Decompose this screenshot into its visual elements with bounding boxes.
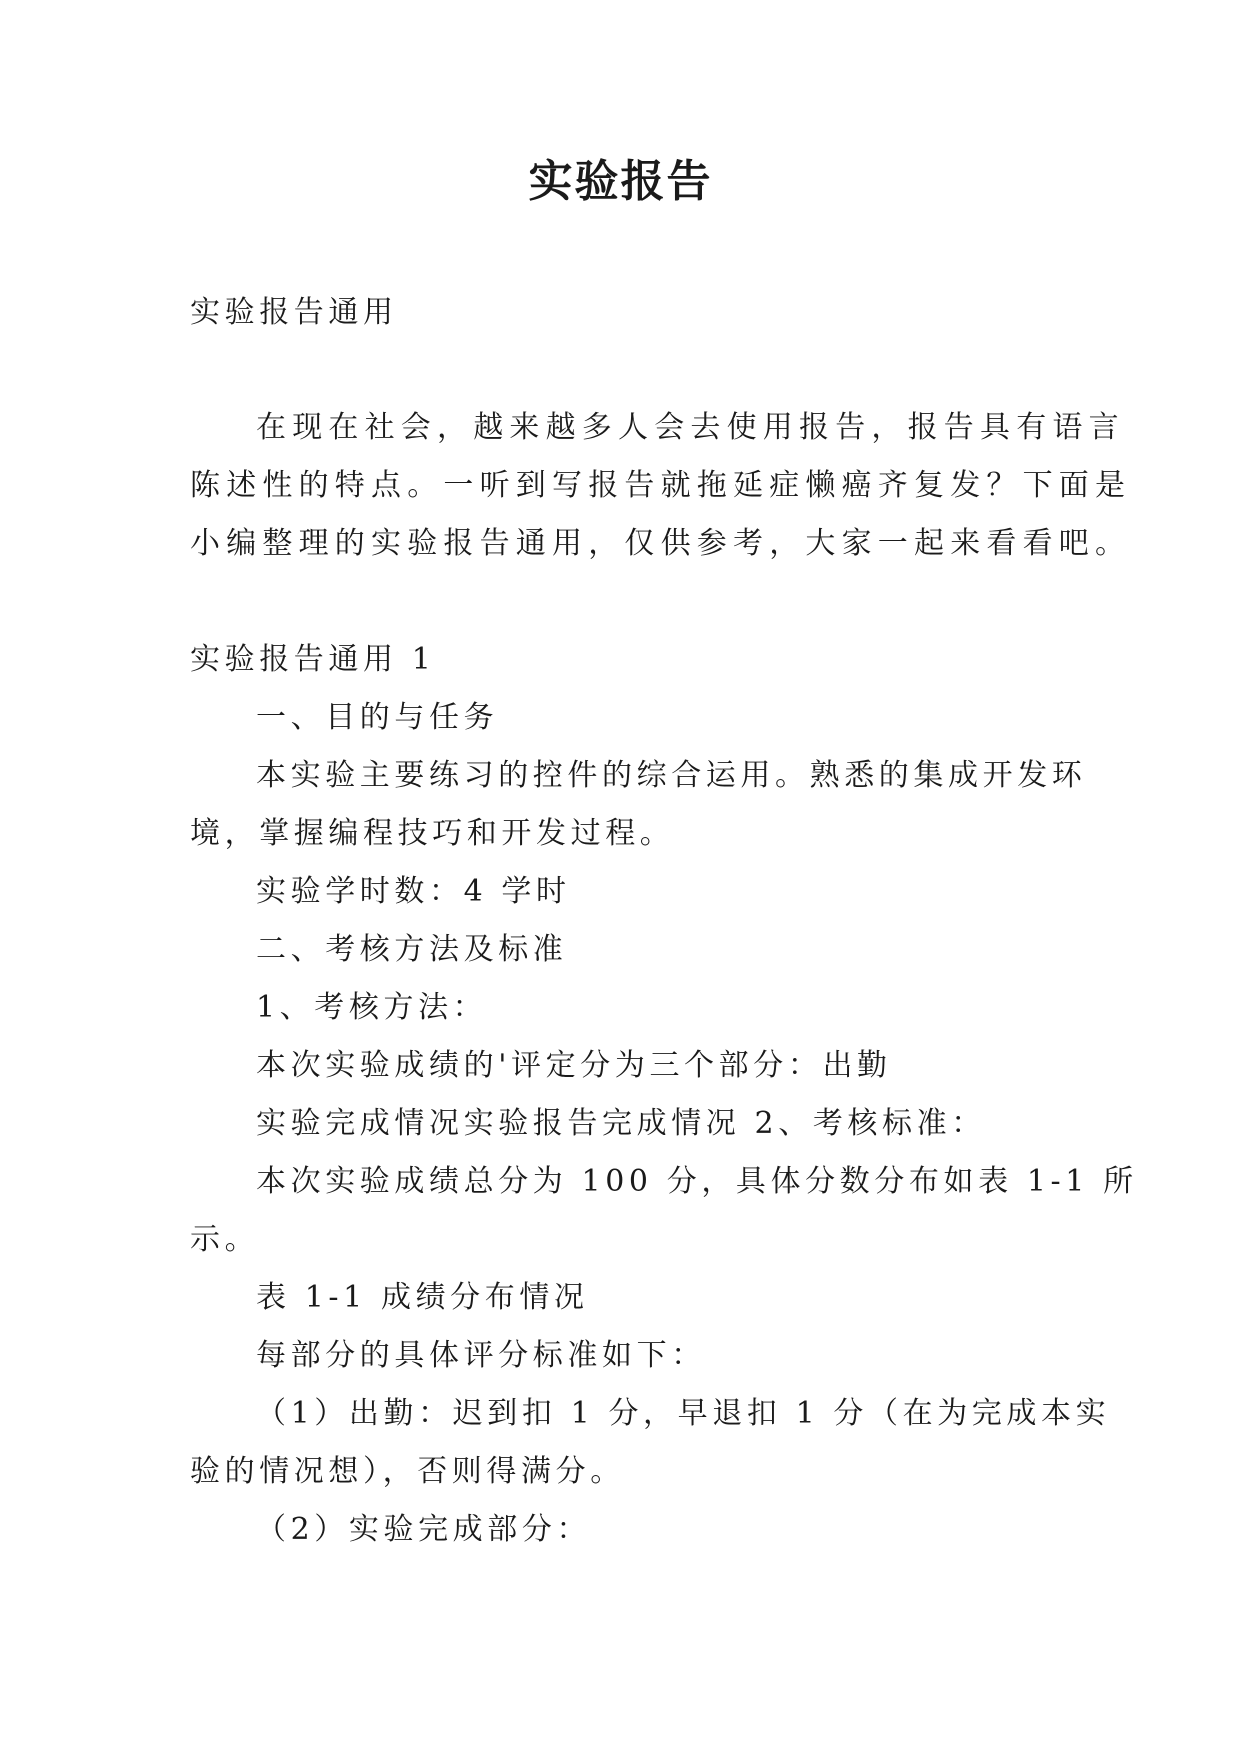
body-line: （2）实验完成部分： (256, 1512, 592, 1547)
body-line: 表 1-1 成绩分布情况 (256, 1280, 589, 1315)
body-line: 实验学时数：4 学时 (256, 874, 571, 909)
body-line: 一、目的与任务 (256, 700, 499, 735)
document-title: 实验报告 (528, 156, 713, 207)
section-heading: 实验报告通用 1 (190, 642, 436, 677)
body-line: 示。 (190, 1222, 260, 1257)
body-line: （1）出勤：迟到扣 1 分，早退扣 1 分（在为完成本实 (256, 1396, 1111, 1431)
body-line: 本实验主要练习的控件的综合运用。熟悉的集成开发环 (256, 758, 1087, 793)
body-line: 实验完成情况实验报告完成情况 2、考核标准： (256, 1106, 986, 1141)
intro-line-3: 小编整理的实验报告通用，仅供参考，大家一起来看看吧。 (190, 526, 1132, 561)
document-subtitle: 实验报告通用 (190, 295, 398, 330)
intro-line-1: 在现在社会，越来越多人会去使用报告，报告具有语言 (256, 410, 1125, 445)
body-line: 本次实验成绩的'评定分为三个部分：出勤 (256, 1048, 892, 1083)
body-line: 二、考核方法及标准 (256, 932, 568, 967)
body-line: 每部分的具体评分标准如下： (256, 1338, 706, 1373)
body-line: 境，掌握编程技巧和开发过程。 (190, 816, 675, 851)
body-line: 验的情况想），否则得满分。 (190, 1454, 625, 1489)
intro-line-2: 陈述性的特点。一听到写报告就拖延症懒癌齐复发？下面是 (190, 468, 1132, 503)
body-line: 1、考核方法： (256, 990, 488, 1025)
body-line: 本次实验成绩总分为 100 分，具体分数分布如表 1-1 所 (256, 1164, 1138, 1199)
